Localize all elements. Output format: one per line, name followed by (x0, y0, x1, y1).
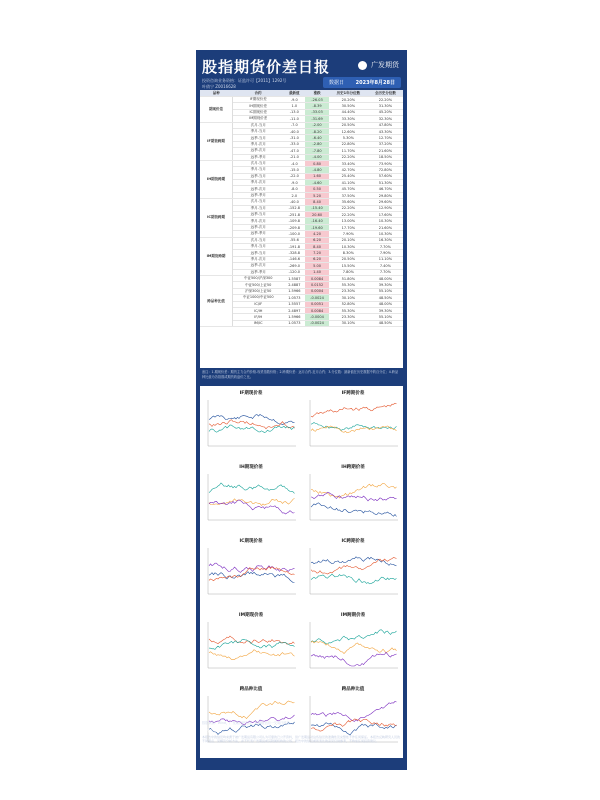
table-cell: 0.80 (305, 160, 329, 166)
table-cell: 6.20 (305, 237, 329, 243)
spread-chart (304, 536, 402, 606)
table-cell: -9.0 (283, 180, 305, 186)
table-cell: 57.60% (368, 173, 403, 179)
table-cell: 10.30% (368, 218, 403, 224)
table-cell: IM/IC (233, 320, 284, 326)
table-cell: 73.90% (368, 160, 403, 166)
table-cell: 45.70% (329, 186, 368, 192)
table-cell: -22.0 (283, 173, 305, 179)
table-cell: 0.0004 (305, 288, 329, 294)
table-cell: 6.20 (305, 256, 329, 262)
group-label: IM期货跨期 (200, 237, 233, 275)
chart-plot (202, 618, 300, 678)
table-cell: 31.30% (368, 103, 403, 109)
table-cell: IH期现价差 (233, 103, 284, 109)
table-cell: -4.0 (283, 160, 305, 166)
table-cell: 2.4897 (283, 307, 305, 313)
table-cell: -146.6 (283, 256, 305, 262)
table-cell: -21.0 (283, 154, 305, 160)
table-cell: 0.50 (305, 186, 329, 192)
table-cell: 18.50% (368, 154, 403, 160)
table-cell: 季月-当月 (233, 243, 284, 249)
table-cell: -7.80 (305, 148, 329, 154)
chart-title: IF跨期价差 (341, 391, 365, 396)
table-cell: 51.30% (368, 180, 403, 186)
table-cell: 17.60% (368, 212, 403, 218)
table-cell: 12.60% (329, 128, 368, 134)
table-cell: IC期现价差 (233, 109, 284, 115)
logo-icon (358, 61, 367, 70)
table-cell: 20.50% (329, 256, 368, 262)
table-cell: -0.0004 (305, 314, 329, 320)
table-cell: 季月-当月 (233, 205, 284, 211)
logo-text: 广发期货 (371, 61, 399, 69)
chart-axis (310, 548, 398, 594)
table-cell: 48.50% (368, 295, 403, 301)
table-cell: -9.0 (283, 97, 305, 103)
table-cell: 45.20% (368, 109, 403, 115)
chart-title: 跨品种比值 (239, 687, 263, 692)
chart-plot (202, 544, 300, 604)
table-cell: 次月-当月 (233, 122, 284, 128)
col-header: 品种 (200, 90, 233, 97)
table-cell: 1.60 (305, 173, 329, 179)
chart-title: IH跨期价差 (341, 465, 365, 470)
spread-chart (304, 388, 402, 458)
table-cell: -31.69 (305, 116, 329, 122)
table-cell: -328.8 (283, 250, 305, 256)
table-cell: 47.80% (368, 122, 403, 128)
table-cell: 44.40% (329, 109, 368, 115)
date-value: 2023年8月28日 (355, 80, 395, 86)
table-cell: 远季-当月 (233, 135, 284, 141)
table-cell: 8.40 (305, 199, 329, 205)
table-cell: 远季-当月 (233, 173, 284, 179)
table-cell: 43.30% (368, 128, 403, 134)
chart-title: IF期现价差 (239, 391, 263, 396)
table-cell: -4.00 (305, 154, 329, 160)
chart-plot (304, 618, 402, 678)
table-cell: 22.20% (329, 154, 368, 160)
table-cell: -13.0 (283, 109, 305, 115)
table-cell: 23.30% (329, 288, 368, 294)
col-header: 合约 (233, 90, 284, 97)
table-cell: -7.0 (283, 122, 305, 128)
table-cell: 远季-当月 (233, 212, 284, 218)
table-cell: 远季-季月 (233, 269, 284, 275)
chart-series-line (311, 574, 397, 584)
chart-series-line (311, 630, 397, 644)
table-cell: 次月-当月 (233, 237, 284, 243)
table-cell: 0.0152 (305, 282, 329, 288)
table-cell: 1.5587 (283, 275, 305, 281)
table-cell: -15.40 (305, 205, 329, 211)
charts-panel (200, 386, 403, 758)
group-label: IH期货跨期 (200, 160, 233, 198)
table-cell: 72.80% (368, 167, 403, 173)
table-cell: 0.0084 (305, 275, 329, 281)
table-cell: 33.30% (329, 116, 368, 122)
table-cell: -120.0 (283, 269, 305, 275)
table-cell: 52.80% (329, 301, 368, 307)
chart-title: 跨品种比值 (341, 687, 365, 692)
group-label: IF期货跨期 (200, 122, 233, 160)
table-cell: 41.10% (329, 180, 368, 186)
table-cell: 55.10% (368, 288, 403, 294)
table-body (200, 97, 403, 327)
col-header: 最新值 (283, 90, 305, 97)
footer (202, 718, 401, 770)
group-label: 跨品种比值 (200, 275, 233, 326)
table-cell: 季月-次月 (233, 218, 284, 224)
table-cell: -15.0 (283, 167, 305, 173)
chart-series-line (209, 483, 295, 493)
table-cell: -269.0 (283, 263, 305, 269)
table-cell: 7.90% (368, 250, 403, 256)
table-cell: 远季-次月 (233, 224, 284, 230)
chart-series-line (311, 403, 397, 417)
meta-line: 投资咨询业务资格：证监许可【2011】1292号 (202, 78, 287, 83)
table-cell: 39.30% (368, 307, 403, 313)
table-cell: 12.90% (368, 205, 403, 211)
chart-series-line (209, 567, 295, 581)
spread-chart (304, 610, 402, 680)
table-cell: -8.20 (305, 128, 329, 134)
table-cell: 12.70% (368, 135, 403, 141)
table-cell: 22.20% (329, 212, 368, 218)
table-cell: 20.60 (305, 212, 329, 218)
table-cell: -109.8 (283, 218, 305, 224)
table-cell: 0.0084 (305, 307, 329, 313)
table-cell: 55.30% (329, 282, 368, 288)
col-header: 全历史分位数 (368, 90, 403, 97)
table-cell: 22.20% (368, 97, 403, 103)
table-cell: 30.10% (329, 320, 368, 326)
table-cell: 远季-次月 (233, 263, 284, 269)
chart-series-line (311, 641, 397, 654)
table-cell: 中证500/上证50 (233, 282, 284, 288)
chart-plot (304, 544, 402, 604)
table-cell: 2.0 (283, 192, 305, 198)
table-cell: 33.40% (329, 160, 368, 166)
chart-axis (208, 622, 296, 668)
spread-chart (202, 462, 300, 532)
table-cell: 22.20% (329, 205, 368, 211)
chart-series-line (311, 483, 397, 498)
table-cell: 1.5557 (283, 301, 305, 307)
table-cell: 0.0051 (305, 301, 329, 307)
table-cell: 7.20 (305, 250, 329, 256)
table-cell: 远季-季月 (233, 192, 284, 198)
spread-table (200, 90, 403, 368)
table-cell: -26.03 (305, 97, 329, 103)
table-cell: IF期现价差 (233, 97, 284, 103)
table-cell: -191.8 (283, 243, 305, 249)
table-cell: 30.10% (329, 295, 368, 301)
col-header: 涨跌 (305, 90, 329, 97)
chart-series-line (311, 652, 397, 666)
report-meta (202, 78, 286, 90)
table-cell: 15.50% (329, 263, 368, 269)
chart-plot (202, 396, 300, 456)
table-cell: 48.00% (368, 301, 403, 307)
company-logo (358, 60, 399, 70)
table-cell: 1.5966 (283, 288, 305, 294)
table-cell: 季月-当月 (233, 128, 284, 134)
table-cell: 21.60% (368, 148, 403, 154)
table-cell: 32.30% (368, 116, 403, 122)
spread-chart (202, 610, 300, 680)
table-cell: 46.70% (368, 186, 403, 192)
table-cell: IM期现价差 (233, 116, 284, 122)
date-box (323, 77, 401, 88)
table-cell: -33.0 (283, 141, 305, 147)
chart-title: IH期现价差 (239, 465, 263, 470)
table-cell: -16.40 (305, 218, 329, 224)
table-cell: 中证1000/中证500 (233, 295, 284, 301)
table-note: 备注：1.期现价差：期货主力合约价格-现货指数价格；2.跨期价差：远月合约-近月合约；3.分位数：最新值在历史数据中的百分位；4.跨品种比值为各指数或期货收盘价之比。 (202, 370, 399, 379)
table-cell: 22.80% (329, 141, 368, 147)
table-cell: 1.5966 (283, 314, 305, 320)
table-cell: -4.60 (305, 180, 329, 186)
table-cell: -33.03 (305, 109, 329, 115)
chart-series-line (209, 425, 295, 433)
table-cell: 远季-次月 (233, 186, 284, 192)
table-cell: 1.0573 (283, 295, 305, 301)
table-cell: 2.4887 (283, 282, 305, 288)
chart-title: IM期现价差 (238, 613, 264, 618)
table-cell: 7.40% (368, 263, 403, 269)
col-header: 历史1年分位数 (329, 90, 368, 97)
chart-series-line (311, 503, 397, 517)
table-cell: 季月-次月 (233, 141, 284, 147)
table-cell: 远季-当月 (233, 250, 284, 256)
table-cell: 11.10% (368, 256, 403, 262)
table-cell: 1.0573 (283, 320, 305, 326)
table-cell: 4.20 (305, 231, 329, 237)
table-cell: 37.20% (368, 141, 403, 147)
table-cell: 季月-次月 (233, 256, 284, 262)
chart-plot (304, 396, 402, 456)
table-cell: -4.80 (305, 167, 329, 173)
table-cell: 8.40 (305, 243, 329, 249)
table-cell: IF/IH (233, 314, 284, 320)
table-cell: 55.10% (368, 314, 403, 320)
table-cell: -251.8 (283, 212, 305, 218)
report-title: 股指期货价差日报 (202, 58, 331, 76)
table-cell: -19.60 (305, 224, 329, 230)
table-cell: 远季-季月 (233, 154, 284, 160)
chart-axis (208, 400, 296, 446)
table-cell: 21.60% (368, 224, 403, 230)
table-cell: 29.80% (368, 192, 403, 198)
table-cell: 5.20 (305, 192, 329, 198)
table-cell: -11.0 (283, 116, 305, 122)
table-cell: -0.0024 (305, 295, 329, 301)
data-source: 数据来源：Wind，广发期货研究所，数据截至前一交易日收盘 (202, 721, 290, 725)
table-cell: -40.0 (283, 128, 305, 134)
slogan: 知识图强，求实奉献，客户至上，合作共赢 (202, 749, 317, 756)
table-cell: 20.50% (329, 122, 368, 128)
table-cell: 5.30% (329, 135, 368, 141)
table-cell: 远季-次月 (233, 148, 284, 154)
table-cell: 51.80% (329, 275, 368, 281)
table-cell: 次月-当月 (233, 160, 284, 166)
disclaimer-text: 本报告中的信息均来源于被广发期货有限公司认为可靠的已公开资料，但广发期货对这些信息的准确性及完整性不作任何保证。本报告反映研究人员的不同观点、见解及分析方法，并不代表广发期货或其附属机构的立场。报告中的信息或所表达的意见仅供参考，不构成任何投资建议。 (202, 735, 401, 743)
table-cell: 55.30% (329, 307, 368, 313)
spread-chart (202, 388, 300, 458)
chart-plot (304, 470, 402, 530)
chart-series-line (311, 557, 397, 566)
meta-line: 叶倩宁 Z0016628 (202, 84, 236, 89)
table-cell: -2.80 (305, 141, 329, 147)
table-cell: -8.39 (305, 103, 329, 109)
table-cell: -8.0 (283, 186, 305, 192)
report-page (196, 50, 407, 770)
chart-title: IC期现价差 (239, 539, 263, 544)
table-cell: 37.50% (329, 192, 368, 198)
table-cell: -2.00 (305, 122, 329, 128)
table-cell: 季月-次月 (233, 180, 284, 186)
table-cell: 季月-当月 (233, 167, 284, 173)
date-label: 数据日 (329, 80, 345, 86)
table-cell: 8.30% (329, 250, 368, 256)
table-cell: 1.40 (305, 269, 329, 275)
table-cell: 16.30% (368, 237, 403, 243)
chart-plot (202, 470, 300, 530)
table-cell: 7.80% (329, 269, 368, 275)
table-cell: 13.00% (329, 218, 368, 224)
chart-series-line (209, 650, 295, 660)
chart-series-line (209, 498, 295, 505)
group-label: IC期货跨期 (200, 199, 233, 237)
table-cell: -55.6 (283, 237, 305, 243)
table-cell: -31.0 (283, 135, 305, 141)
table-cell: 沪深300/上证50 (233, 288, 284, 294)
group-label: 期现价差 (200, 97, 233, 123)
chart-title: IM跨期价差 (340, 613, 366, 618)
spread-chart (202, 536, 300, 606)
table-cell: 7.70% (368, 269, 403, 275)
table-cell: 1.0 (283, 103, 305, 109)
table-cell: 48.50% (368, 320, 403, 326)
table-cell: 48.00% (368, 275, 403, 281)
disclaimer-title: 免责声明 (202, 729, 216, 733)
spread-chart (304, 462, 402, 532)
table-cell: -40.0 (283, 199, 305, 205)
table-cell: 17.70% (329, 224, 368, 230)
table-cell: 11.70% (329, 148, 368, 154)
table-cell: 7.70% (368, 243, 403, 249)
table-cell: -47.0 (283, 148, 305, 154)
table-cell: 29.60% (368, 199, 403, 205)
table-cell: 35.60% (329, 199, 368, 205)
table-cell: -6.40 (305, 135, 329, 141)
table-cell: IC/IF (233, 301, 284, 307)
table-cell: 10.30% (329, 243, 368, 249)
table-cell: 25.40% (329, 173, 368, 179)
chart-series-line (311, 492, 397, 501)
table-cell: 20.10% (329, 237, 368, 243)
table-cell: -100.0 (283, 231, 305, 237)
table-cell: -209.8 (283, 224, 305, 230)
chart-series-line (209, 572, 295, 583)
table-cell: 42.70% (329, 167, 368, 173)
table-cell: -0.0024 (305, 320, 329, 326)
table-cell: 7.90% (329, 231, 368, 237)
table-cell: 远季-季月 (233, 231, 284, 237)
table-cell: -152.8 (283, 205, 305, 211)
table-cell: 中证500/沪深300 (233, 275, 284, 281)
chart-series-line (209, 563, 295, 572)
table-cell: 30.50% (329, 103, 368, 109)
table-cell: 20.20% (329, 97, 368, 103)
chart-title: IC跨期价差 (341, 539, 365, 544)
table-cell: IC/IH (233, 307, 284, 313)
chart-series-line (209, 701, 295, 719)
table-cell: 5.00 (305, 263, 329, 269)
table-cell: 23.30% (329, 314, 368, 320)
table-cell: 10.30% (368, 231, 403, 237)
chart-axis (310, 400, 398, 446)
chart-axis (310, 622, 398, 668)
table-cell: 次月-当月 (233, 199, 284, 205)
table-cell: 39.30% (368, 282, 403, 288)
